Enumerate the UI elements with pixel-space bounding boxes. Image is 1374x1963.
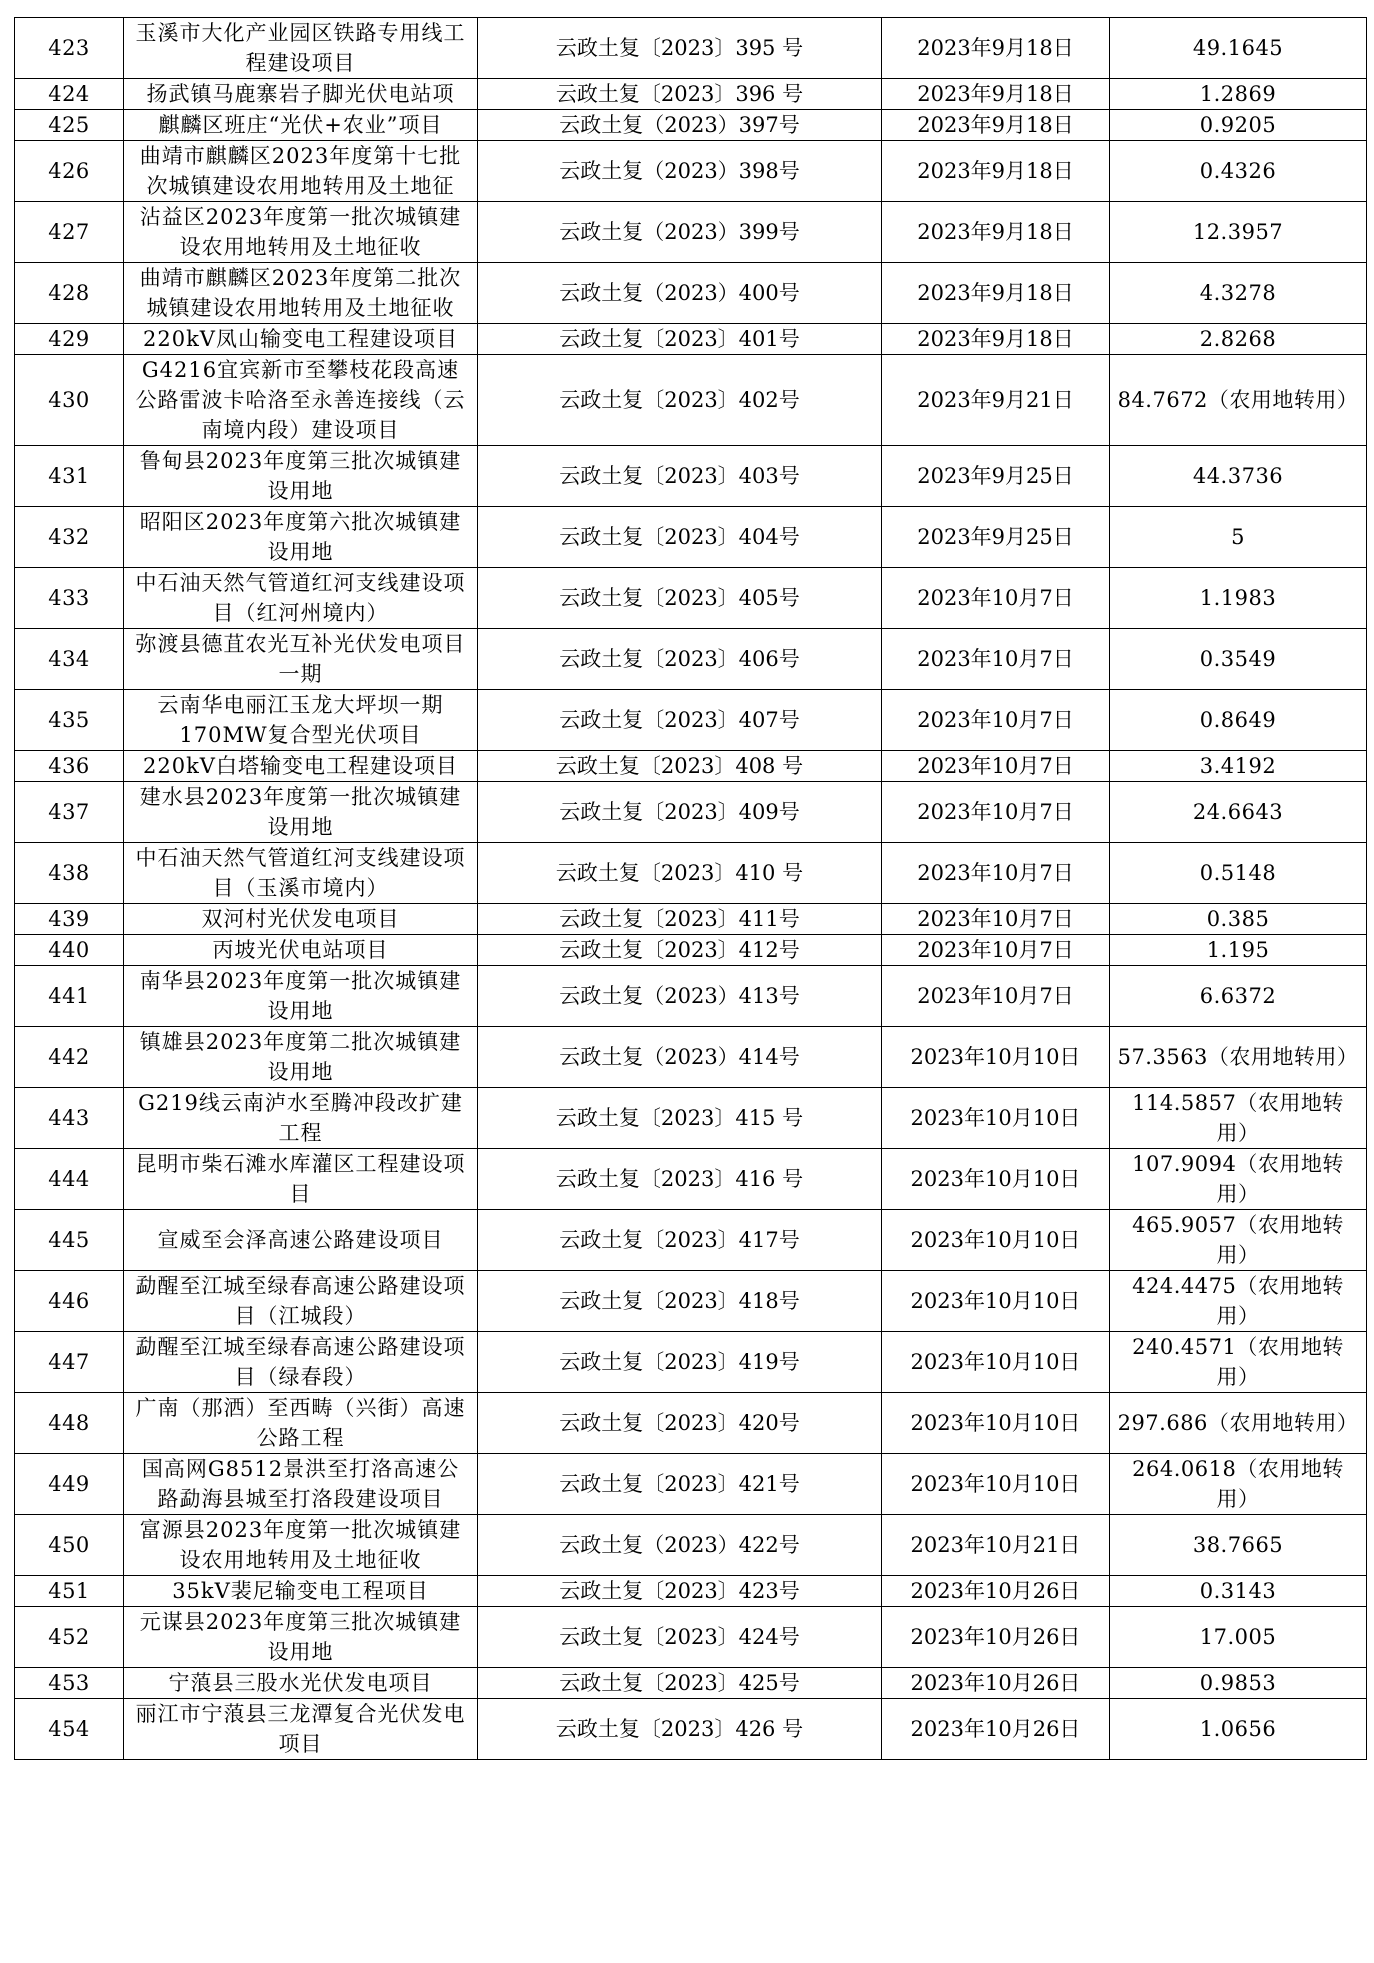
approval-doc-number: 云政土复〔2023〕411号 — [478, 904, 882, 935]
approval-date: 2023年10月7日 — [882, 843, 1110, 904]
approval-doc-number: 云政土复〔2023〕408 号 — [478, 751, 882, 782]
row-number: 438 — [15, 843, 124, 904]
project-name: 昆明市柴石滩水库灌区工程建设项目 — [124, 1149, 478, 1210]
project-name: 玉溪市大化产业园区铁路专用线工程建设项目 — [124, 18, 478, 79]
approval-date: 2023年10月26日 — [882, 1576, 1110, 1607]
approval-doc-number: 云政土复〔2023〕423号 — [478, 1576, 882, 1607]
approval-table — [14, 17, 1367, 1760]
row-number: 427 — [15, 202, 124, 263]
approval-date: 2023年9月18日 — [882, 141, 1110, 202]
approval-date: 2023年10月21日 — [882, 1515, 1110, 1576]
row-number: 441 — [15, 966, 124, 1027]
approval-doc-number: 云政土复〔2023〕395 号 — [478, 18, 882, 79]
table-row — [15, 202, 1367, 263]
approved-area: 0.8649 — [1110, 690, 1367, 751]
table-row — [15, 355, 1367, 446]
approval-doc-number: 云政土复〔2023〕403号 — [478, 446, 882, 507]
approval-doc-number: 云政土复（2023）400号 — [478, 263, 882, 324]
table-row — [15, 629, 1367, 690]
table-row — [15, 1332, 1367, 1393]
row-number: 439 — [15, 904, 124, 935]
table-row — [15, 1699, 1367, 1760]
approved-area: 38.7665 — [1110, 1515, 1367, 1576]
project-name: 广南（那洒）至西畴（兴街）高速公路工程 — [124, 1393, 478, 1454]
approval-doc-number: 云政土复（2023）414号 — [478, 1027, 882, 1088]
table-row — [15, 1393, 1367, 1454]
approved-area: 1.1983 — [1110, 568, 1367, 629]
approved-area: 24.6643 — [1110, 782, 1367, 843]
row-number: 436 — [15, 751, 124, 782]
table-row — [15, 690, 1367, 751]
approval-doc-number: 云政土复〔2023〕424号 — [478, 1607, 882, 1668]
approval-date: 2023年10月10日 — [882, 1027, 1110, 1088]
approval-doc-number: 云政土复〔2023〕404号 — [478, 507, 882, 568]
row-number: 437 — [15, 782, 124, 843]
row-number: 435 — [15, 690, 124, 751]
project-name: 云南华电丽江玉龙大坪坝一期170MW复合型光伏项目 — [124, 690, 478, 751]
approval-doc-number: 云政土复〔2023〕417号 — [478, 1210, 882, 1271]
approval-date: 2023年9月18日 — [882, 263, 1110, 324]
approval-date: 2023年10月26日 — [882, 1699, 1110, 1760]
row-number: 431 — [15, 446, 124, 507]
table-row — [15, 966, 1367, 1027]
approved-area: 0.385 — [1110, 904, 1367, 935]
project-name: 丽江市宁蒗县三龙潭复合光伏发电项目 — [124, 1699, 478, 1760]
project-name: 220kV白塔输变电工程建设项目 — [124, 751, 478, 782]
approved-area: 465.9057（农用地转用） — [1110, 1210, 1367, 1271]
row-number: 424 — [15, 79, 124, 110]
approved-area: 0.9205 — [1110, 110, 1367, 141]
approved-area: 17.005 — [1110, 1607, 1367, 1668]
approval-doc-number: 云政土复〔2023〕401号 — [478, 324, 882, 355]
row-number: 423 — [15, 18, 124, 79]
row-number: 426 — [15, 141, 124, 202]
approval-doc-number: 云政土复〔2023〕421号 — [478, 1454, 882, 1515]
approval-date: 2023年10月10日 — [882, 1149, 1110, 1210]
approval-doc-number: 云政土复〔2023〕416 号 — [478, 1149, 882, 1210]
project-name: 国高网G8512景洪至打洛高速公路勐海县城至打洛段建设项目 — [124, 1454, 478, 1515]
approved-area: 1.195 — [1110, 935, 1367, 966]
table-row — [15, 843, 1367, 904]
approval-date: 2023年9月18日 — [882, 79, 1110, 110]
project-name: 勐醒至江城至绿春高速公路建设项目（绿春段） — [124, 1332, 478, 1393]
table-row — [15, 507, 1367, 568]
project-name: 扬武镇马鹿寨岩子脚光伏电站项 — [124, 79, 478, 110]
approval-doc-number: 云政土复（2023）399号 — [478, 202, 882, 263]
approved-area: 297.686（农用地转用） — [1110, 1393, 1367, 1454]
approval-doc-number: 云政土复〔2023〕402号 — [478, 355, 882, 446]
approval-doc-number: 云政土复〔2023〕425号 — [478, 1668, 882, 1699]
table-row — [15, 751, 1367, 782]
approval-date: 2023年9月18日 — [882, 110, 1110, 141]
approval-doc-number: 云政土复（2023）422号 — [478, 1515, 882, 1576]
approval-date: 2023年10月7日 — [882, 629, 1110, 690]
row-number: 447 — [15, 1332, 124, 1393]
approved-area: 12.3957 — [1110, 202, 1367, 263]
approval-doc-number: 云政土复〔2023〕406号 — [478, 629, 882, 690]
table-row — [15, 263, 1367, 324]
project-name: 勐醒至江城至绿春高速公路建设项目（江城段） — [124, 1271, 478, 1332]
approval-date: 2023年10月7日 — [882, 568, 1110, 629]
approved-area: 0.3549 — [1110, 629, 1367, 690]
approval-date: 2023年10月10日 — [882, 1088, 1110, 1149]
row-number: 440 — [15, 935, 124, 966]
approved-area: 3.4192 — [1110, 751, 1367, 782]
approval-doc-number: 云政土复〔2023〕405号 — [478, 568, 882, 629]
approved-area: 0.5148 — [1110, 843, 1367, 904]
row-number: 432 — [15, 507, 124, 568]
table-row — [15, 79, 1367, 110]
table-row — [15, 1515, 1367, 1576]
table-row — [15, 324, 1367, 355]
approval-doc-number: 云政土复（2023）397号 — [478, 110, 882, 141]
row-number: 430 — [15, 355, 124, 446]
row-number: 449 — [15, 1454, 124, 1515]
project-name: 宁蒗县三股水光伏发电项目 — [124, 1668, 478, 1699]
row-number: 434 — [15, 629, 124, 690]
project-name: 曲靖市麒麟区2023年度第二批次城镇建设农用地转用及土地征收 — [124, 263, 478, 324]
approval-date: 2023年10月7日 — [882, 966, 1110, 1027]
approved-area: 5 — [1110, 507, 1367, 568]
approval-date: 2023年10月26日 — [882, 1607, 1110, 1668]
project-name: G219线云南泸水至腾冲段改扩建工程 — [124, 1088, 478, 1149]
approved-area: 6.6372 — [1110, 966, 1367, 1027]
project-name: 鲁甸县2023年度第三批次城镇建设用地 — [124, 446, 478, 507]
approved-area: 114.5857（农用地转用） — [1110, 1088, 1367, 1149]
approval-doc-number: 云政土复〔2023〕407号 — [478, 690, 882, 751]
table-row — [15, 782, 1367, 843]
project-name: G4216宜宾新市至攀枝花段高速公路雷波卡哈洛至永善连接线（云南境内段）建设项目 — [124, 355, 478, 446]
project-name: 富源县2023年度第一批次城镇建设农用地转用及土地征收 — [124, 1515, 478, 1576]
project-name: 昭阳区2023年度第六批次城镇建设用地 — [124, 507, 478, 568]
project-name: 曲靖市麒麟区2023年度第十七批次城镇建设农用地转用及土地征 — [124, 141, 478, 202]
approval-date: 2023年10月26日 — [882, 1668, 1110, 1699]
approval-date: 2023年10月7日 — [882, 690, 1110, 751]
approval-date: 2023年10月10日 — [882, 1210, 1110, 1271]
table-row — [15, 904, 1367, 935]
row-number: 442 — [15, 1027, 124, 1088]
approval-date: 2023年10月7日 — [882, 782, 1110, 843]
approved-area: 2.8268 — [1110, 324, 1367, 355]
approved-area: 4.3278 — [1110, 263, 1367, 324]
row-number: 429 — [15, 324, 124, 355]
project-name: 双河村光伏发电项目 — [124, 904, 478, 935]
approval-doc-number: 云政土复〔2023〕415 号 — [478, 1088, 882, 1149]
row-number: 451 — [15, 1576, 124, 1607]
approved-area: 1.2869 — [1110, 79, 1367, 110]
approval-date: 2023年9月18日 — [882, 202, 1110, 263]
approved-area: 240.4571（农用地转用） — [1110, 1332, 1367, 1393]
approval-doc-number: 云政土复〔2023〕396 号 — [478, 79, 882, 110]
row-number: 452 — [15, 1607, 124, 1668]
table-row — [15, 446, 1367, 507]
row-number: 444 — [15, 1149, 124, 1210]
approved-area: 264.0618（农用地转用） — [1110, 1454, 1367, 1515]
approval-doc-number: 云政土复〔2023〕410 号 — [478, 843, 882, 904]
table-row — [15, 935, 1367, 966]
approval-date: 2023年10月10日 — [882, 1332, 1110, 1393]
approval-doc-number: 云政土复〔2023〕412号 — [478, 935, 882, 966]
approved-area: 424.4475（农用地转用） — [1110, 1271, 1367, 1332]
project-name: 沾益区2023年度第一批次城镇建设农用地转用及土地征收 — [124, 202, 478, 263]
row-number: 453 — [15, 1668, 124, 1699]
table-row — [15, 1668, 1367, 1699]
row-number: 428 — [15, 263, 124, 324]
project-name: 镇雄县2023年度第二批次城镇建设用地 — [124, 1027, 478, 1088]
table-row — [15, 141, 1367, 202]
project-name: 中石油天然气管道红河支线建设项目（红河州境内） — [124, 568, 478, 629]
approval-date: 2023年9月25日 — [882, 507, 1110, 568]
table-row — [15, 1149, 1367, 1210]
row-number: 450 — [15, 1515, 124, 1576]
project-name: 建水县2023年度第一批次城镇建设用地 — [124, 782, 478, 843]
approval-doc-number: 云政土复（2023）398号 — [478, 141, 882, 202]
project-name: 宣威至会泽高速公路建设项目 — [124, 1210, 478, 1271]
row-number: 433 — [15, 568, 124, 629]
project-name: 南华县2023年度第一批次城镇建设用地 — [124, 966, 478, 1027]
approved-area: 1.0656 — [1110, 1699, 1367, 1760]
project-name: 220kV凤山输变电工程建设项目 — [124, 324, 478, 355]
approval-date: 2023年10月7日 — [882, 751, 1110, 782]
row-number: 448 — [15, 1393, 124, 1454]
row-number: 446 — [15, 1271, 124, 1332]
project-name: 丙坡光伏电站项目 — [124, 935, 478, 966]
approval-date: 2023年10月10日 — [882, 1454, 1110, 1515]
approved-area: 0.9853 — [1110, 1668, 1367, 1699]
table-row — [15, 1210, 1367, 1271]
table-row — [15, 1027, 1367, 1088]
approved-area: 0.4326 — [1110, 141, 1367, 202]
approved-area: 84.7672（农用地转用） — [1110, 355, 1367, 446]
row-number: 445 — [15, 1210, 124, 1271]
project-name: 元谋县2023年度第三批次城镇建设用地 — [124, 1607, 478, 1668]
project-name: 35kV裴尼输变电工程项目 — [124, 1576, 478, 1607]
approval-doc-number: 云政土复（2023）413号 — [478, 966, 882, 1027]
approval-date: 2023年10月7日 — [882, 904, 1110, 935]
approval-doc-number: 云政土复〔2023〕420号 — [478, 1393, 882, 1454]
approval-date: 2023年10月10日 — [882, 1393, 1110, 1454]
approval-date: 2023年9月21日 — [882, 355, 1110, 446]
approval-date: 2023年10月10日 — [882, 1271, 1110, 1332]
row-number: 425 — [15, 110, 124, 141]
table-row — [15, 1454, 1367, 1515]
project-name: 中石油天然气管道红河支线建设项目（玉溪市境内） — [124, 843, 478, 904]
approval-doc-number: 云政土复〔2023〕419号 — [478, 1332, 882, 1393]
table-row — [15, 1088, 1367, 1149]
approval-date: 2023年9月18日 — [882, 18, 1110, 79]
table-row — [15, 1271, 1367, 1332]
approval-date: 2023年9月18日 — [882, 324, 1110, 355]
approved-area: 107.9094（农用地转用） — [1110, 1149, 1367, 1210]
project-name: 麒麟区班庄“光伏+农业”项目 — [124, 110, 478, 141]
table-row — [15, 568, 1367, 629]
approval-date: 2023年10月7日 — [882, 935, 1110, 966]
approved-area: 0.3143 — [1110, 1576, 1367, 1607]
approval-date: 2023年9月25日 — [882, 446, 1110, 507]
approved-area: 44.3736 — [1110, 446, 1367, 507]
project-name: 弥渡县德苴农光互补光伏发电项目一期 — [124, 629, 478, 690]
table-row — [15, 1607, 1367, 1668]
table-row — [15, 1576, 1367, 1607]
row-number: 454 — [15, 1699, 124, 1760]
approval-doc-number: 云政土复〔2023〕418号 — [478, 1271, 882, 1332]
approval-doc-number: 云政土复〔2023〕426 号 — [478, 1699, 882, 1760]
row-number: 443 — [15, 1088, 124, 1149]
table-row — [15, 18, 1367, 79]
approved-area: 49.1645 — [1110, 18, 1367, 79]
table-row — [15, 110, 1367, 141]
approved-area: 57.3563（农用地转用） — [1110, 1027, 1367, 1088]
approval-doc-number: 云政土复〔2023〕409号 — [478, 782, 882, 843]
